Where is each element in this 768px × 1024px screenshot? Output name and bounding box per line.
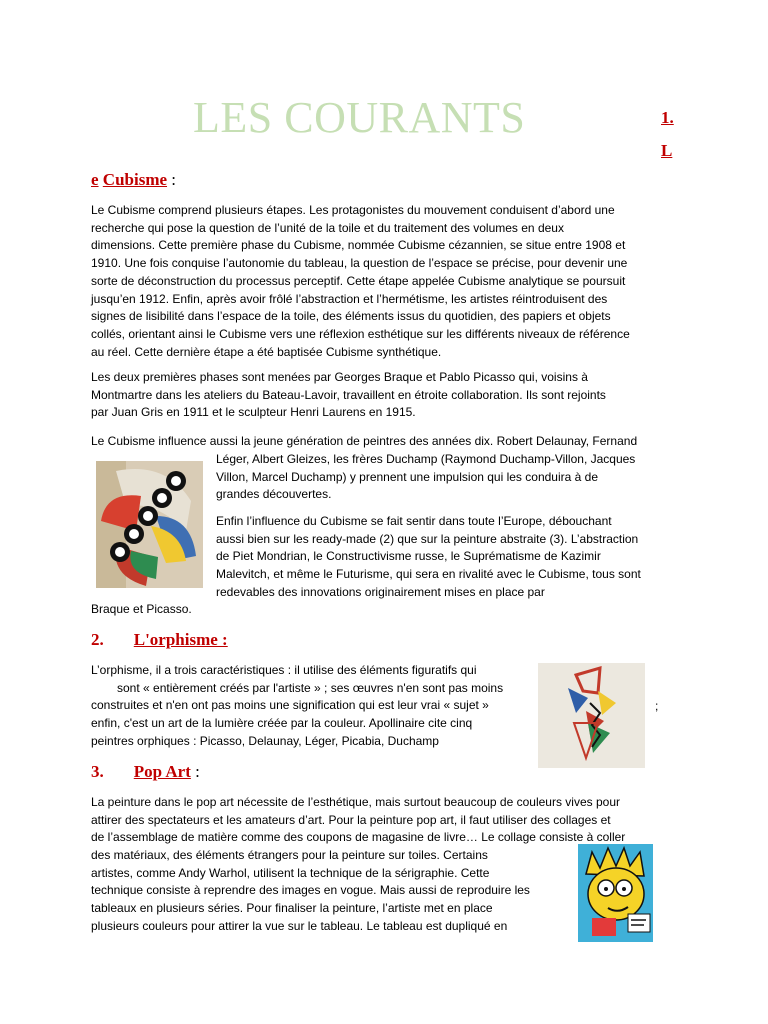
pop-art-paragraph-2: des matériaux, des éléments étrangers pour la peinture sur toiles. Certains artistes, comme Andy Warhol, utilisent la technique de la sérigraphie. Cette technique consiste à reprendre des images en vogue. Mais aussi de reproduire les tableaux en plusieurs séries. Pour finaliser la peinture, l’artiste met en place plusieurs couleurs pour attirer la vue sur le tableau. Le tableau est dupliqué en bbox=[91, 848, 530, 933]
section-1-number: 1. L bbox=[661, 108, 674, 160]
orphism-painting-image bbox=[538, 663, 645, 768]
cubism-paragraph-1: Le Cubisme comprend plusieurs étapes. Les protagonistes du mouvement conduisent d’abord une recherche qui pose la question de l’unité de la toile et du traitement des volumes en deux dimensions. Cette première phase du Cubisme, nommée Cubisme cézannien, se situe entre 1908 et 1910. Une fois conquise l’autonomie du tableau, la question de l’espace se précise, pour devenir une sorte de déconstruction du processus perceptif. Cette étape appelée Cubisme analytique se poursuit jusqu’en 1912. Enfin, après avoir frôlé l’abstraction et l’hermétisme, les artistes réintroduisent des signes de lisibilité dans l’espace de la toile, des éléments issus du quotidien, des papiers et objets collés, orientant ainsi le Cubisme vers une réflexion esthétique sur les différents niveaux de référence au réel. Cette dernière étape a été baptisée Cubisme synthétique. bbox=[91, 203, 630, 359]
page-title: LES COURANTS bbox=[193, 93, 526, 142]
pop-art-painting-image bbox=[578, 844, 653, 942]
cubism-paragraph-3: Le Cubisme influence aussi la jeune génération de peintres des années dix. Robert Delaunay, Fernand bbox=[91, 434, 638, 448]
orphism-semicolon: ; bbox=[655, 699, 659, 713]
section-2-heading: 2. L'orphisme : bbox=[91, 630, 228, 649]
orphism-paragraph: L’orphisme, il a trois caractéristiques : il utilise des éléments figuratifs qui sont « entièrement créés par l'artiste » ; ses œuvres n'en sont pas moins construites et n'en ont pas moins une signification qui est leur vrai « sujet » enfin, c'est un art de la lumière créée par la couleur. Apollinaire cite cinq peintres orphiques : Picasso, Delaunay, Léger, Picabia, Duchamp bbox=[91, 663, 504, 748]
cubism-painting-image bbox=[96, 461, 203, 588]
cubism-paragraph-4-tail: Braque et Picasso. bbox=[91, 602, 192, 616]
cubism-paragraph-3-continued: Léger, Albert Gleizes, les frères Duchamp (Raymond Duchamp-Villon, Jacques Villon, Marcel Duchamp) y prennent une impulsion qui les conduira à de grandes découvertes. bbox=[216, 452, 636, 502]
section-3-heading: 3. Pop Art : bbox=[91, 762, 200, 781]
cubism-paragraph-2: Les deux premières phases sont menées par Georges Braque et Pablo Picasso qui, voisins à Montmartre dans les ateliers du Bateau-Lavoir, travaillent en étroite collaboration. Ils sont rejoints par Juan Gris en 1911 et le sculpteur Henri Laurens en 1915. bbox=[91, 370, 606, 420]
pop-art-paragraph-1: La peinture dans le pop art nécessite de l’esthétique, mais surtout beaucoup de couleurs vives pour attirer des spectateurs et les amateurs d’art. Pour la peinture pop art, il faut utiliser des collages et de l’assemblage de matière comme des coupons de magasine de livre… Le collage consiste à coller bbox=[91, 795, 626, 845]
section-1-heading: e Cubisme : bbox=[91, 170, 177, 189]
cubism-paragraph-4: Enfin l’influence du Cubisme se fait sentir dans toute l’Europe, débouchant aussi bien sur les ready-made (2) que sur la peinture abstraite (3). L’abstraction de Piet Mondrian, le Constructivisme russe, le Suprématisme de Kazimir Malevitch, et même le Futurisme, qui sera en rivalité avec le Cubisme, tous sont redevables des innovations originairement mises en place par bbox=[216, 514, 641, 599]
